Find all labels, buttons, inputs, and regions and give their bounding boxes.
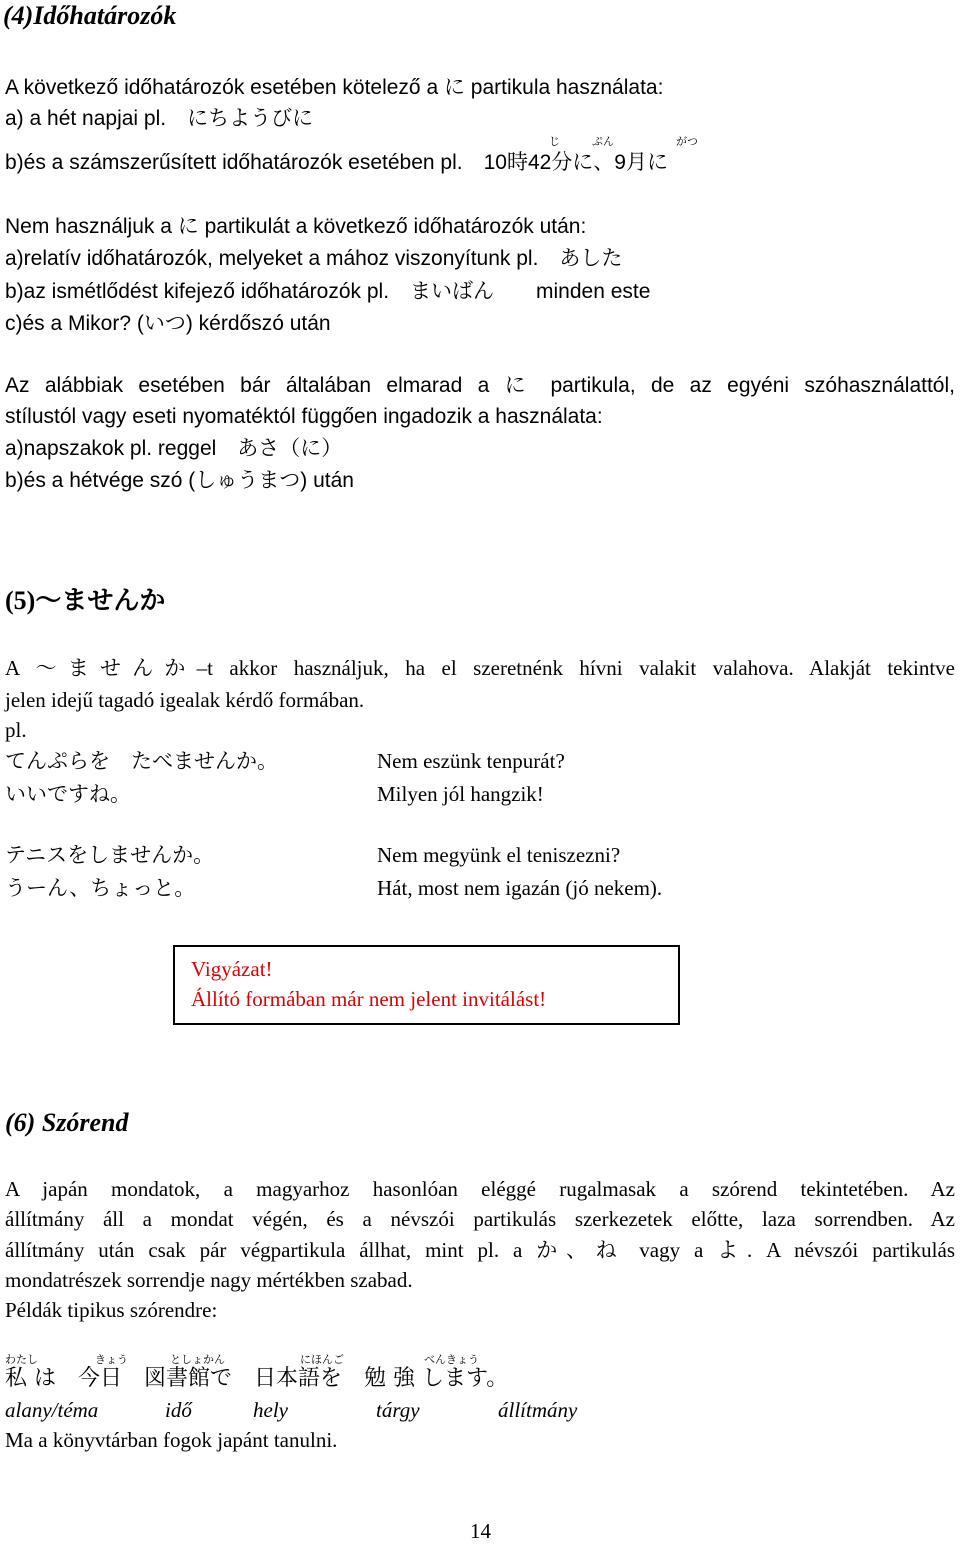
section-6-heading: (6) Szórend	[5, 1108, 129, 1137]
example-3-japanese: テニスをしませんか。	[5, 843, 215, 867]
page-number: 14	[470, 1519, 491, 1543]
example-4-hungarian: Hát, most nem igazán (jó nekem).	[377, 876, 663, 900]
s4-line-7: c)és a Mikor? (いつ) kérdőszó után	[5, 312, 331, 335]
s4-paragraph-line-4: b)és a hétvége szó (しゅうまつ) után	[5, 469, 354, 492]
example-3-hungarian: Nem megyünk el teniszezni?	[377, 843, 621, 867]
label-time: idő	[165, 1398, 192, 1422]
s6-paragraph-line-2: állítmány áll a mondat végén, és a névszói partikulás szerkezetek előtte, laza sorrendben. Az	[5, 1207, 955, 1231]
example-2-japanese: いいですね。	[5, 782, 131, 806]
section-5-heading: (5)～ませんか	[5, 586, 166, 615]
s6-paragraph-line-1: A japán mondatok, a magyarhoz hasonlóan eléggé rugalmasak a szórend tekintetében. Az	[5, 1177, 955, 1201]
label-place: hely	[253, 1398, 288, 1422]
ruby-pun: ぷん	[592, 135, 614, 148]
example-1-japanese: てんぷらを たべませんか。	[5, 749, 278, 773]
warning-title: Vigyázat!	[191, 957, 273, 981]
label-predicate: állítmány	[498, 1398, 578, 1422]
s4-line-4: Nem használjuk a に partikulát a következő időhatározók után:	[5, 215, 587, 238]
ruby-kyou: きょう	[95, 1353, 128, 1366]
s4-paragraph-line-3: a)napszakok pl. reggel あさ（に）	[5, 437, 343, 460]
s4-line-5: a)relatív időhatározók, melyeket a mához viszonyítunk pl. あした	[5, 247, 623, 270]
example-2-hungarian: Milyen jól hangzik!	[377, 782, 544, 806]
s6-paragraph-line-3: állítmány után csak pár végpartikula állhat, mint pl. a か、ね vagy a よ. A névszói partikulás	[5, 1238, 955, 1262]
s4-line-6: b)az ismétlődést kifejező időhatározók pl. まいばん minden este	[5, 280, 651, 303]
translation: Ma a könyvtárban fogok japánt tanulni.	[5, 1428, 338, 1452]
s4-line-2: a) a hét napjai pl. にちようびに	[5, 107, 314, 130]
warning-box	[173, 945, 680, 1025]
example-sentence: 私 は 今日 図書館で 日本語を 勉 強 します。	[5, 1366, 509, 1391]
s5-pl-label: pl.	[5, 718, 27, 742]
label-subject: alany/téma	[5, 1398, 99, 1422]
s5-paragraph-line-1: A ～ませんか–t akkor használjuk, ha el szeretnénk hívni valakit valahova. Alakját tekintve	[5, 656, 955, 680]
s4-line-1: A következő időhatározók esetében kötelező a に partikula használata:	[5, 76, 664, 99]
example-1-hungarian: Nem eszünk tenpurát?	[377, 749, 565, 773]
s5-paragraph-line-2: jelen idejű tagadó igealak kérdő formában.	[5, 688, 365, 712]
ruby-benkyou: べんきょう	[424, 1353, 479, 1366]
s4-line-3: b)és a számszerűsített időhatározók esetében pl. 10時42分に、9月に	[5, 151, 668, 174]
s6-paragraph-line-5: Példák tipikus szórendre:	[5, 1298, 218, 1322]
ruby-gatsu: がつ	[676, 135, 698, 148]
section-4-heading: (4)Időhatározók	[3, 1, 177, 30]
s4-paragraph-line-1: Az alábbiak esetében bár általában elmarad a に partikula, de az egyéni szóhasználattól,	[5, 374, 955, 397]
label-object: tárgy	[376, 1398, 420, 1422]
ruby-toshokan: としょかん	[170, 1353, 225, 1366]
ruby-nihongo: にほんご	[300, 1353, 344, 1366]
s4-paragraph-line-2: stílustól vagy eseti nyomatéktól függően ingadozik a használata:	[5, 405, 603, 428]
ruby-ji: じ	[549, 135, 560, 148]
ruby-watashi: わたし	[5, 1353, 38, 1366]
warning-text: Állító formában már nem jelent invitálást!	[191, 987, 547, 1011]
example-4-japanese: うーん、ちょっと。	[5, 876, 196, 900]
s6-paragraph-line-4: mondatrészek sorrendje nagy mértékben szabad.	[5, 1268, 413, 1292]
